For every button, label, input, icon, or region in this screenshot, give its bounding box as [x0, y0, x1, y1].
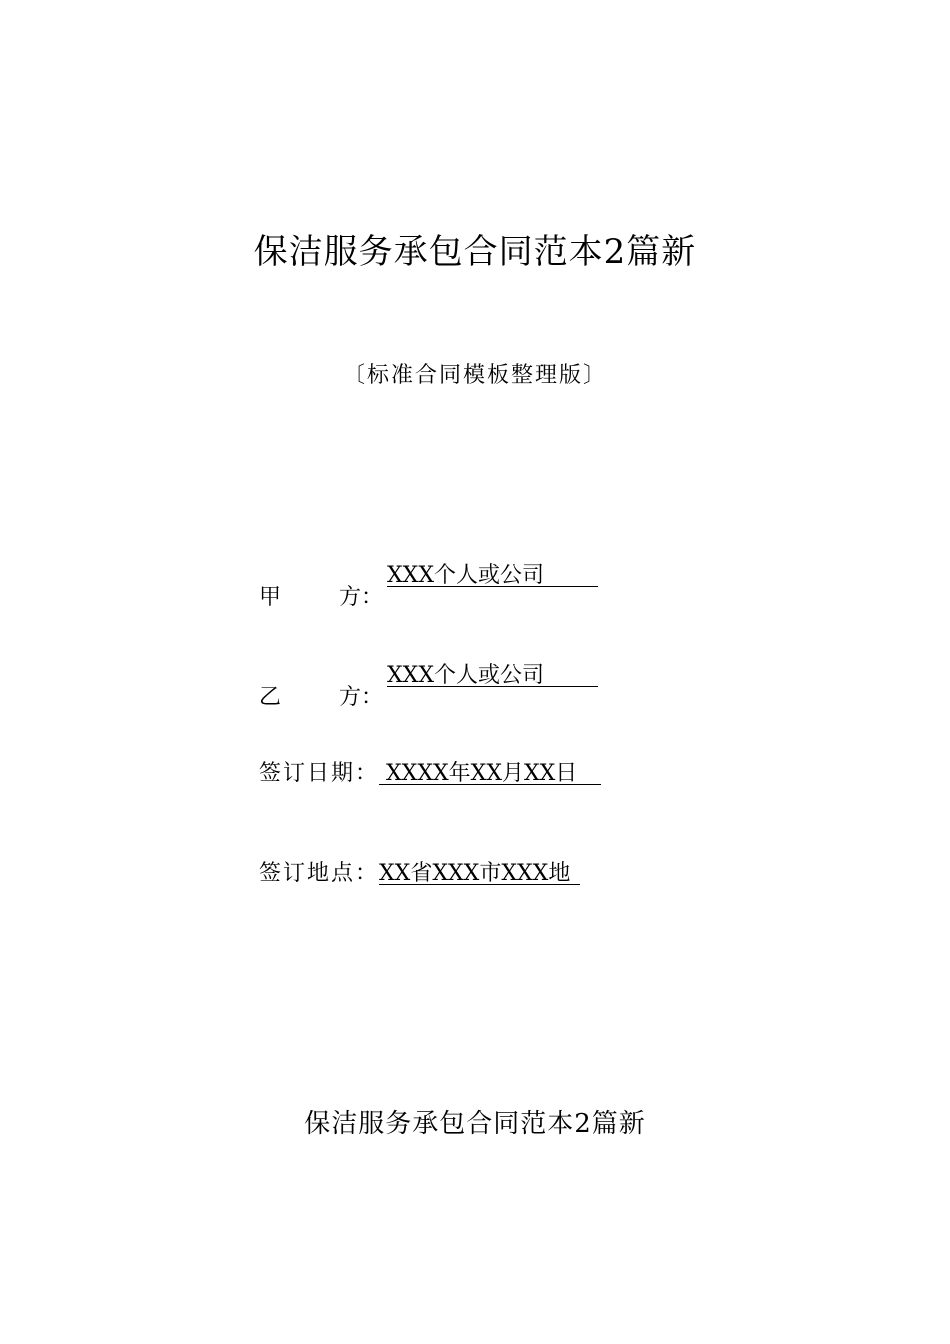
party-b-underline	[544, 660, 598, 687]
sign-date-underline	[577, 758, 601, 785]
sign-place-label: 签订地点：	[259, 861, 380, 886]
party-b-field	[259, 660, 598, 710]
sign-date-field	[259, 758, 601, 790]
party-b-label-second: 方：	[339, 685, 384, 710]
page-subtitle: 〔标准合同模板整理版〕	[342, 363, 607, 388]
party-a-label-first: 甲	[259, 585, 282, 610]
sign-date-label: 签订日期：	[259, 761, 380, 786]
page-title: 保洁服务承包合同范本2篇新	[253, 232, 697, 272]
sign-place-underline	[570, 858, 580, 885]
content-title: 保洁服务承包合同范本2篇新	[304, 1109, 646, 1139]
sign-place-field	[259, 858, 580, 890]
sign-place-value: XX省XXX市XXX地	[379, 861, 571, 886]
party-a-label-second: 方：	[339, 585, 384, 610]
party-b-label-first: 乙	[259, 685, 282, 710]
party-b-value: XXX个人或公司	[387, 663, 544, 688]
sign-date-value: XXXX年XX月XX日	[379, 761, 578, 786]
party-a-field	[259, 560, 598, 610]
party-a-value: XXX个人或公司	[387, 563, 544, 588]
party-a-underline	[544, 560, 598, 587]
